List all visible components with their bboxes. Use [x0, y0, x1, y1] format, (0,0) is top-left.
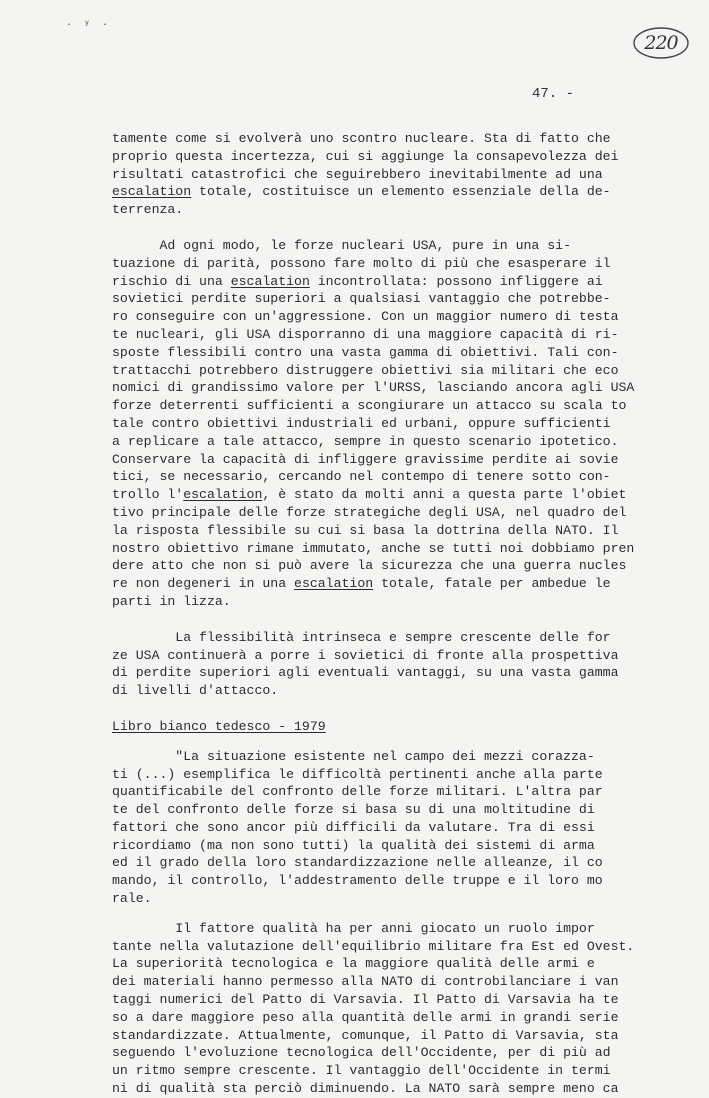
text-line: tici, se necessario, cercando nel contempo di tenere sotto con- [112, 469, 611, 485]
text-line: forze deterrenti sufficienti a scongiurare un attacco su scala to [112, 398, 627, 414]
text-line: ro conseguire con un'aggressione. Con un maggior numero di testa [112, 309, 619, 325]
text-segment: totale, fatale per ambedue le [373, 576, 611, 592]
text-line: dere atto che non si può avere la sicurezza che una guerra nucles [112, 558, 627, 574]
body-text [112, 130, 652, 1098]
text-line: proprio questa incertezza, cui si aggiunge la consapevolezza dei [112, 148, 619, 164]
page-stamp [632, 26, 690, 60]
paragraph-4 [112, 748, 652, 908]
underlined-term: escalation [230, 273, 310, 289]
text-segment: totale, costituisce un elemento essenziale della de- [191, 184, 611, 200]
text-line: sposte flessibili contro una vasta gamma di obiettivi. Tali con- [112, 344, 619, 360]
text-line: Il fattore qualità ha per anni giocato un ruolo impor [112, 920, 595, 936]
page-number: 47. - [532, 86, 575, 102]
text-line: ni di qualità sta perciò diminuendo. La NATO sarà sempre meno ca [112, 1081, 619, 1097]
text-line: tamente come si evolverà uno scontro nucleare. Sta di fatto che [112, 131, 611, 146]
text-line: La flessibilità intrinseca e sempre crescente delle for [112, 629, 611, 645]
text-line: parti in lizza. [112, 593, 231, 609]
text-line: so a dare maggiore peso alla quantità delle armi in grandi serie [112, 1009, 619, 1025]
stamp-number: 220 [644, 32, 678, 54]
corner-marks: · ʸ · [66, 20, 112, 31]
paragraph-5 [112, 920, 652, 1098]
underlined-term: escalation [112, 184, 192, 200]
text-line: risultati catastrofici che seguirebbero inevitabilmente ad una [112, 166, 603, 182]
section-heading: Libro bianco tedesco - 1979 [112, 718, 326, 734]
text-segment: , è stato da molti anni a questa parte l'obiet [262, 487, 627, 503]
text-line: La superiorità tecnologica e la maggiore qualità delle armi e [112, 956, 595, 972]
text-line: un ritmo sempre crescente. Il vantaggio dell'Occidente in termi [112, 1063, 611, 1079]
text-line: taggi numerici del Patto di Varsavia. Il Patto di Varsavia ha te [112, 992, 619, 1008]
text-line: te del confronto delle forze si basa su di una moltitudine di [112, 802, 595, 818]
text-line: di livelli d'attacco. [112, 683, 279, 699]
text-line: ti (...) esemplifica le difficoltà pertinenti anche alla parte [112, 766, 603, 782]
text-line: a replicare a tale attacco, sempre in questo scenario ipotetico. [112, 433, 619, 449]
text-line: tale contro obiettivi industriali ed urbani, oppure sufficienti [112, 415, 611, 431]
paragraph-3 [112, 629, 652, 700]
paragraph-2 [112, 237, 652, 611]
text-line: seguendo l'evoluzione tecnologica dell'Occidente, per di più ad [112, 1045, 611, 1061]
text-line: dei materiali hanno permesso alla NATO di controbilanciare i van [112, 974, 619, 990]
text-line: terrenza. [112, 202, 184, 218]
text-line [112, 486, 652, 504]
text-line: Ad ogni modo, le forze nucleari USA, pure in una si- [112, 237, 571, 253]
text-line [112, 575, 652, 593]
underlined-term: escalation [183, 487, 263, 503]
text-segment: rischio di una [112, 273, 231, 289]
text-line: tante nella valutazione dell'equilibrio militare fra Est ed Ovest. [112, 938, 635, 954]
text-line: tuazione di parità, possono fare molto di più che esasperare il [112, 255, 611, 271]
text-line: "La situazione esistente nel campo dei mezzi corazza- [112, 748, 595, 764]
text-segment: incontrollata: possono infliggere ai [309, 273, 603, 289]
text-line: rale. [112, 891, 152, 907]
text-line: trattacchi potrebbero distruggere obiettivi sia militari che eco [112, 362, 619, 378]
text-line: ed il grado della loro standardizzazione nelle alleanze, il co [112, 855, 603, 871]
text-segment: re non degeneri in una [112, 576, 295, 592]
text-line [112, 273, 652, 291]
underlined-term: escalation [294, 576, 374, 592]
text-line: nostro obiettivo rimane immutato, anche se tutti noi dobbiamo pren [112, 540, 635, 556]
text-line: sovietici perdite superiori a qualsiasi vantaggio che potrebbe- [112, 291, 611, 307]
text-line: nomici di grandissimo valore per l'URSS, lasciando ancora agli USA [112, 380, 635, 396]
text-line: ricordiamo (ma non sono tutti) la qualità dei sistemi di arma [112, 837, 595, 853]
text-line: la risposta flessibile su cui si basa la dottrina della NATO. Il [112, 522, 619, 538]
text-line: fattori che sono ancor più difficili da valutare. Tra di essi [112, 819, 595, 835]
text-line: standardizzate. Attualmente, comunque, il Patto di Varsavia, sta [112, 1027, 619, 1043]
text-line: Conservare la capacità di infliggere gravissime perdite ai sovie [112, 451, 619, 467]
paragraph-1 [112, 130, 652, 219]
text-line: te nucleari, gli USA disporranno di una maggiore capacità di ri- [112, 326, 619, 342]
text-line [112, 183, 652, 201]
text-segment: trollo l' [112, 487, 184, 503]
text-line: di perdite superiori agli eventuali vantaggi, su una vasta gamma [112, 665, 619, 681]
text-line: mando, il controllo, l'addestramento delle truppe e il loro mo [112, 873, 603, 889]
text-line: quantificabile del confronto delle forze militari. L'altra par [112, 784, 603, 800]
text-line: ze USA continuerà a porre i sovietici di fronte alla prospettiva [112, 647, 619, 663]
text-line: tivo principale delle forze strategiche degli USA, nel quadro del [112, 504, 627, 520]
